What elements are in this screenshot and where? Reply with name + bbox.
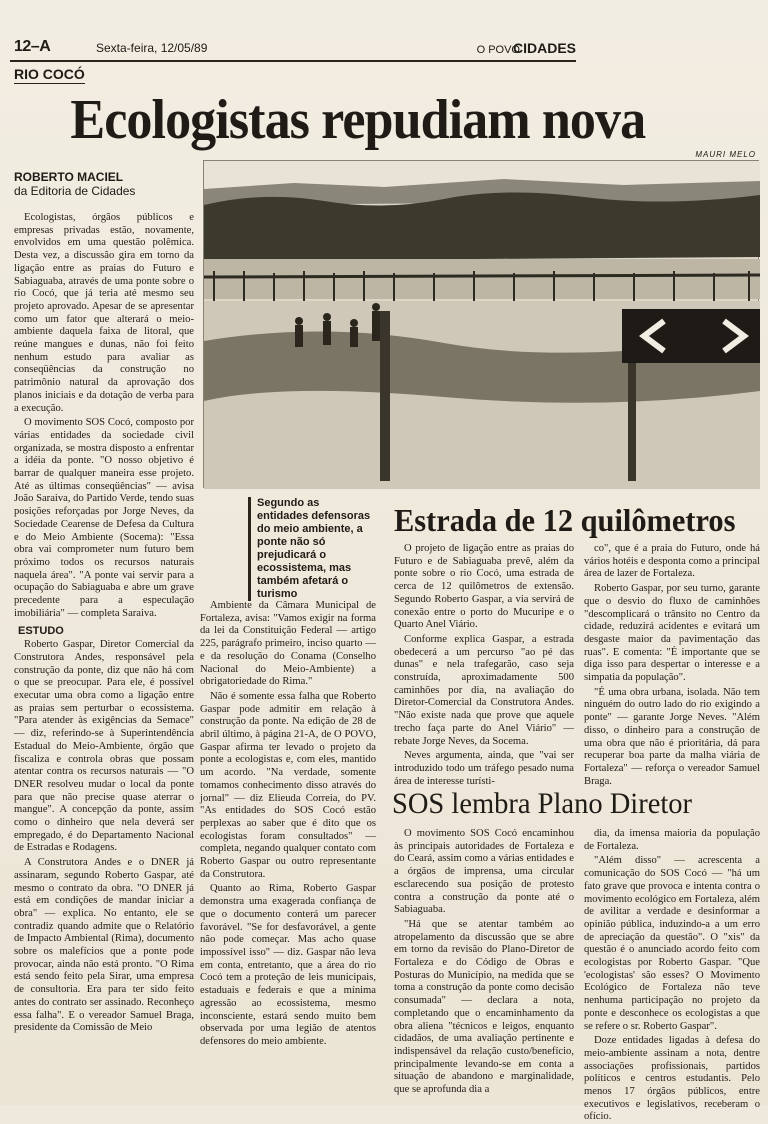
paragraph: Neves argumenta, ainda, que "vai ser introduzido todo um tráfego pesado numa área de interesse turísti- bbox=[394, 750, 574, 787]
article-column-3 bbox=[394, 543, 574, 787]
paragraph: Não é somente essa falha que Roberto Gaspar pode admitir em relação à construção da ponte. Na edição de 28 de abril último, à página 21-A, de O POVO, Gaspar afirma ter levado o projeto da ponte a ecologistas e, com eles, mantido um acordo. "Na verdade, somente tomamos conhecimento disso através do jornal" — diz Elieuda Correia, do PV. "As entidades do SOS Cocó estão perplexas ao saber que é dito que os ecologistas foram consultados" — completa, negando qualquer contato com Roberto Gaspar ou outro representante da Construtora. bbox=[200, 690, 376, 880]
page-number: 12–A bbox=[14, 38, 51, 55]
section-head: ESTUDO bbox=[18, 624, 64, 637]
article-column-4 bbox=[584, 543, 760, 787]
subhead-sos: SOS lembra Plano Diretor bbox=[392, 787, 693, 820]
article-column-1 bbox=[14, 212, 194, 1104]
paragraph: A Construtora Andes e o DNER já assinaram, segundo Roberto Gaspar, até mesmo o contrato da obra. "O DNER já está em condições de mandar iniciar a obra" — explica. No entanto, ele se contradiz quando admite que o Relatório de Impacto Ambiental (Rima), documento sobre os malefícios que a ponte pode provocar, ainda não está pronto. "O Rima está sendo feito pela Sirar, uma empresa de consultoria. Era para ter sido feito antes do contrato ser assinado. Reconheço essa falha". E o vereador Samuel Braga, presidente da Comissão de Meio bbox=[14, 857, 194, 1034]
article-column-5 bbox=[394, 828, 574, 1100]
paragraph: Ambiente da Câmara Municipal de Fortaleza, avisa: "Vamos exigir na forma da lei da Constituição Federal — artigo 225, parágrafo primeiro, inciso quarto — e da resolução do Conama (Conselho Nacional do Meio-Ambiente) a obrigatoriedade do Rima." bbox=[200, 600, 376, 688]
masthead bbox=[10, 38, 576, 62]
byline bbox=[14, 170, 135, 198]
headline: Ecologistas repudiam nova bbox=[70, 89, 646, 151]
paragraph: O projeto de ligação entre as praias do Futuro e de Sabiaguaba prevê, além da ponte sobre o rio Cocó, uma estrada de cerca de 12 quilômetros de extensão. Segundo Roberto Gaspar, a via servirá de conexão entre o porto do Mucuripe e o Quarto Anel Viário. bbox=[394, 543, 574, 631]
section-name: CIDADES bbox=[512, 40, 576, 56]
paragraph: Roberto Gaspar, Diretor Comercial da Construtora Andes, responsável pela construção da ponte, diz que não há com o que se preocupar. Para ele, é possível executar uma obra como a ligação entre as praias sem perturbar o ecossistema. "Para atender às exigências da Semace" — diz, referindo-se à Superintendência Estadual do Meio-Ambiente, órgão que fiscaliza e controla obras que possam atentar contra os recursos naturais — "O DNER resolveu mudar o local da ponte para que não precise quase aterrar o mangue". A concepção da ponte, assim como o dinheiro que nela deverá ser empregado, é do Departamento Nacional de Estradas e Rodagens. bbox=[14, 639, 194, 854]
kicker: RIO COCÓ bbox=[14, 66, 85, 82]
paragraph: "É uma obra urbana, isolada. Não tem ninguém do outro lado do rio exigindo a ponte" — garante Jorge Neves. "Além disso, o dinheiro para a construção de uma obra que não é prioritária, dá para recuperar boa parte da malha viária de Fortaleza" — reforça o vereador Samuel Braga. bbox=[584, 686, 760, 787]
paragraph: O movimento SOS Cocó, composto por várias entidades da sociedade civil organizada, se mostra disposto a enfrentar a idéia da ponte. "O nosso objetivo é barrar de qualquer maneira esse projeto. Até as últimas conseqüências" — avisa João Saraiva, do Partido Verde, tendo suas posições reforçadas por Jorge Neves, da Sociedade Cearense de Defesa da Cultura e do Meio Ambiente (Socema): "Essa obra vai comprometer num futuro bem próximo todos os recursos naturais naquela área". "A ponte vai servir para a ocupação do Sabiaguaba e abre um grave precedente para a especulação imobiliária" — completa Saraiva. bbox=[14, 417, 194, 619]
photo-credit: MAURI MELO bbox=[695, 150, 756, 159]
byline-desk: da Editoria de Cidades bbox=[14, 184, 136, 198]
paper-name: O POVO bbox=[476, 44, 520, 56]
article-column-6 bbox=[584, 828, 760, 1123]
photo-mangrove bbox=[204, 192, 760, 261]
issue-date: Sexta-feira, 12/05/89 bbox=[96, 41, 208, 55]
paragraph: "Além disso" — acrescenta a comunicação do SOS Cocó — "há um fato grave que provoca e intenta contra o movimento ecológico em Fortaleza, além de avilitar a verdade e desinformar a opinião pública, induzindo-a a um erro de apreciação da questão". O "xis" da questão é o anunciado acordo feito com ecologistas por Roberto Gaspar. "Que 'ecologistas' são esses? O Movimento Ecológico de Fortaleza não teve nenhuma participação no projeto da ponte e desconhece os ecologistas a que se refere o sr. Roberto Gaspar". bbox=[584, 855, 760, 1032]
paragraph: Doze entidades ligadas à defesa do meio-ambiente assinam a nota, dentre associações profissionais, partidos políticos e centros estudantis. Pelo menos 17 órgãos públicos, entre executivos e legislativos, receberam o ofício. bbox=[584, 1035, 760, 1123]
photo-post bbox=[380, 311, 390, 481]
article-column-2 bbox=[200, 600, 376, 1105]
paragraph: O movimento SOS Cocó encaminhou às principais autoridades de Fortaleza e do Ceará, assim como a várias entidades e a órgãos de imprensa, uma circular esclarecendo sua posição de protesto contra a construção da ponte até o Sabiaguaba. bbox=[394, 828, 574, 916]
photo-shore bbox=[204, 259, 760, 299]
byline-author: ROBERTO MACIEL bbox=[14, 170, 124, 184]
paragraph: Quanto ao Rima, Roberto Gaspar demonstra uma exagerada confiança de que o documento conterá um parecer favorável. "Se for desfavorável, a gente não pode começar. Mas acho quase impossível isso" — diz. Gaspar não leva em conta, entretanto, que a área do rio Cocó tem a proteção de leis municipais, estaduais e federais e que a mínima agressão ao ecossistema, mesmo inconsciente, estará sendo muito bem observada por uma legião de atentos defensores do meio ambiente. bbox=[200, 883, 376, 1047]
paragraph: co", que é a praia do Futuro, onde há vários hotéis e desponta como a principal área de lazer de Fortaleza. bbox=[584, 543, 760, 580]
photo-illustration bbox=[204, 161, 760, 489]
paragraph: Conforme explica Gaspar, a estrada obedecerá a um percurso "ao pé das dunas" e nela trafegarão, caso seja construída, aproximadamente 500 caminhões por dia, na avaliação do Diretor-Comercial da Construtora Andes. "Não existe nada que prove que aquele trecho faça parte do Anel Viário" — rebate Jorge Neves, da Socema. bbox=[394, 633, 574, 747]
photo-caption: Segundo as entidades defensoras do meio ambiente, a ponte não só prejudicará o ecossistema, mas também afetará o turismo bbox=[248, 497, 372, 601]
paragraph: "Há que se atentar também ao atropelamento da discussão que se abre em torno da revisão do Plano-Diretor de Fortaleza e do Código de Obras e Posturas do Município, na medida que se toma a construção da ponte como decisão consumada" — declara a nota, completando que o encaminhamento da obra aliena "técnicos e leigos, enquanto cidadãos, de uma avaliação pertinente e indispensável da relação custo/benefício, principalmente levando-se em conta a situação de abandono e marginalidade, que se aprofunda dia a bbox=[394, 918, 574, 1096]
news-photo bbox=[203, 160, 759, 488]
paragraph: Ecologistas, órgãos públicos e empresas privadas estão, novamente, envolvidos em uma questão polêmica. Desta vez, a discussão gira em torno da ligação entre as praias do Futuro e Sabiaguaba, através de uma ponte sobre o rio Cocó, que já teria até mesmo seu projeto aprovado. Apesar de se apresentar como um fator que alterará o meio-ambiente daquela faixa de litoral, que reúne mangues e dunas, não foi feito nenhum estudo para avaliar as conseqüências da construção no patrimônio natural da aprovação dos planos iniciais e da dotação de verba para a execução. bbox=[14, 212, 194, 414]
paragraph: Roberto Gaspar, por seu turno, garante que o desvio do fluxo de caminhões "descomplicará o trânsito no Centro da cidade, reduzirá acidentes e evitará um desgaste maior da pavimentação das ruas". E comenta: "É importante que se diga isso para despertar o interesse e a simpatia da população". bbox=[584, 583, 760, 684]
paragraph: dia, da imensa maioria da população de Fortaleza. bbox=[584, 828, 760, 852]
subhead-estrada: Estrada de 12 quilômetros bbox=[394, 502, 736, 538]
